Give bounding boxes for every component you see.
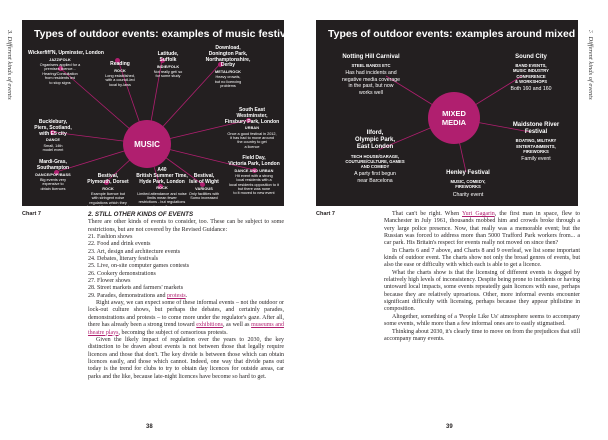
node-mardi-gras (28, 160, 78, 191)
paragraph: Given the likely impact of regulation over the years to 2030, the key distinction to be drawn about events is not between those that legally require licences and those that don't. The key divide is between those which can obtain licences easily, and those which cannot. Indeed, one way that divide pans out today is the trend for clubs to try to obtain day licences for outside areas, car parks and the like, because late-night licences have become so hard to get. (88, 336, 284, 380)
running-head: 3. Different kinds of events (6, 30, 13, 100)
paragraph: In Charts 6 and 7 above, and Charts 8 and 9 overleaf, we list some important kinds of outdoor event. The charts show not only the broad genres of events, but also the ease or difficulty with which each is able to get a licence. (384, 247, 580, 269)
node-genre: VARIOUS (195, 186, 213, 191)
node-genre: URBAN (244, 126, 260, 131)
node-genre: BOATING, MILITARY ENTERTAINMENTS, FIREWORKS (515, 138, 557, 154)
running-head: 3. Different kinds of events (587, 30, 594, 100)
yuri-gagarin-link[interactable]: Yuri Gagarin (462, 211, 495, 217)
node-sound-city (492, 54, 570, 93)
node-text: Only facilities with Somo increased (188, 191, 220, 201)
protests-link[interactable]: protests (166, 292, 186, 299)
list-item: 23. Art, design and architecture events (88, 248, 181, 255)
list-item: 22. Food and drink events (88, 241, 151, 248)
page-number: 38 (146, 424, 153, 430)
list-item: 28. Street markets and farmers' markets (88, 285, 184, 292)
node-a40 (134, 168, 190, 209)
node-title: Ilford, Olympic Park, East London (354, 130, 396, 151)
body-text-right (384, 211, 580, 343)
body-text-left (88, 211, 284, 381)
paragraph: Thinking about 2030, it's clearly time to move on from the prejudices that still accompany many events. (384, 328, 580, 342)
node-title: Bestival, Plymouth, Dorset (87, 173, 129, 185)
node-ilford (328, 130, 422, 184)
node-text: Family event (521, 156, 551, 163)
paragraph (384, 211, 580, 248)
node-text: Hit event with a strong local residents with a local residents opposition to it but there was none to it moved to new event (229, 173, 279, 196)
section-heading: 2. STILL OTHER KINDS OF EVENTS (88, 211, 194, 218)
node-field-day (224, 156, 284, 196)
node-bucklebury (28, 120, 78, 152)
list-item: 24. Debates, literary festivals (88, 256, 159, 263)
node-title: Latitude, Suffolk (157, 51, 179, 63)
node-title: A40 British Summer Time, Hyde Park, London (136, 167, 188, 185)
node-genre: ROCK (114, 68, 126, 73)
museums-theatre-link[interactable]: museums and theatre plays (88, 322, 285, 336)
node-south-east (222, 108, 282, 149)
node-genre: DANCE/POP/BASS (35, 172, 71, 177)
node-text: Heavy crowds, but no licencing problems (214, 75, 242, 89)
node-title: Download, Donington Park, Northamptonshire, Derby (205, 45, 251, 69)
node-wickerfiffn (28, 50, 104, 85)
figure-title: Types of outdoor events: examples of music festivals (34, 28, 301, 40)
list-item: 25. Live, on-site computer games contests (88, 263, 190, 270)
node-text: Long established, with a council-led local by-laws (105, 74, 135, 87)
node-genre: STEEL BANDS ETC (351, 63, 391, 69)
text-run: , as well as (222, 322, 252, 329)
node-genre: ROCK (102, 186, 114, 191)
hub-mixed-media: MIXED MEDIA (428, 92, 480, 144)
node-title: Bucklebury, Piers, Scotland, with E5 city (34, 119, 72, 137)
node-title: Reading (110, 61, 130, 67)
page-number: 39 (446, 424, 453, 430)
node-genre: DANCE AND URBAN (234, 168, 274, 173)
chart-label: Chart 7 (316, 211, 335, 217)
node-title: Field Day, Victoria Park, London (228, 155, 280, 167)
node-genre: JAZZ/FOLK (49, 57, 71, 62)
node-text: Charity event (452, 191, 484, 198)
node-text: Has had incidents and negative media coverage in the past, but now works well (342, 70, 400, 96)
node-bestival-dorset (82, 174, 134, 209)
node-title: Sound City (515, 54, 547, 60)
node-title: Notting Hill Carnival (342, 54, 400, 60)
text-run: , the first man in space, flew to Manchester in July 1961, thousands mobbed him and crowds broke through a very large police presence. Now, that really was a memorable event; but the Russian was forced to address more than 5000 Trafford Park workers from... a car park. His Britain's respect for events really not moved on since then? (384, 211, 580, 247)
node-genre: ROCK (156, 186, 168, 191)
node-reading (94, 62, 146, 87)
node-text: A party first begun near Barcelona (354, 171, 396, 184)
hub-music: MUSIC (123, 120, 171, 168)
node-text: Big events very expensive to obtain licences (40, 177, 66, 191)
exhibitions-link[interactable]: exhibitions (196, 322, 223, 329)
list-item: 26. Cookery demonstrations (88, 270, 156, 277)
node-latitude (144, 52, 192, 79)
node-genre: TECH HOUSE/GARAGE, COUTURE/CULTURE, GAMES AND COMEDY (345, 153, 405, 170)
node-text: Example licence but with stringent noise regulations which they learned they do not meet (86, 191, 129, 209)
node-title: Maidstone River Festival (512, 122, 560, 136)
intro-paragraph: There are other kinds of events to consider, too. These can be subject to some restrictions, but are not covered by the Revised Guidance: (88, 219, 284, 233)
figure-title: Types of outdoor events: examples around mixed media (328, 28, 608, 40)
node-title: Wickerfiff'N, Upminster, London (28, 50, 104, 56)
node-text: Small, 14th model event (42, 143, 64, 152)
chart-label: Chart 7 (22, 211, 41, 217)
text-run: , becoming the subject of censorious protests. (118, 329, 228, 336)
right-page (300, 0, 608, 440)
node-text: Not really get/ so for some study (153, 69, 183, 79)
text-run: That can't be right. When (392, 211, 462, 217)
paragraph: Altogether, something of a 'People Like Us' atmosphere seems to accompany some events, while more than a few informal ones are to easily stigmatised. (384, 313, 580, 328)
paragraph (88, 300, 284, 337)
node-title: South East Westminster, Finsbury Park, London (224, 107, 280, 125)
node-genre: INDIE/FOLK (156, 64, 180, 69)
node-genre: MUSIC, COMEDY, FIREWORKS (450, 179, 486, 190)
node-title: Henley Festival (446, 170, 490, 176)
text-run: Right away, we can expect some of these informal events – not the outdoor or lock-out culture shows, but perhaps the debates, and certainly parades, demonstrations and protests – to come more under the regulator's gaze. After all, there has already been a strong trend toward (88, 300, 284, 329)
paragraph: What the charts show is that the licensing of different events is dogged by relatively high levels of inconsistency. Despite being prone to incidents or having untoward local impacts, some events repeatedly gain licences with ease, perhaps because they are relatively uproarious. Other, more informal events encounter significant difficulty with licensing, perhaps because they appear philistine in composition. (384, 269, 580, 313)
node-title: Bestival, Isle of Wight (189, 173, 219, 185)
node-notting-hill (326, 54, 416, 96)
node-text: Limited attendance and noise limits mean fewer restrictions - but regulations get more fierce (137, 191, 187, 209)
node-henley (428, 170, 508, 198)
node-text: Both 160 and 160 (510, 86, 552, 93)
left-page (0, 0, 300, 440)
list-item-text: 29. Parades, demonstrations and (88, 292, 167, 299)
list-item: 21. Fashion shows (88, 234, 133, 241)
node-genre: DANCE (45, 138, 60, 143)
list-item-last: 29. Parades, demonstrations and protests. (88, 292, 188, 299)
node-text: Organisers applied for a premises licence... Hearing/Consultation from residents led to stop signs (39, 63, 81, 85)
node-genre: METAL/ROCK (214, 70, 242, 74)
node-title: Mardi-Gras, Southampton (36, 159, 70, 171)
node-text: Once a good festival in 2012, it has had to move around the country to get a licence (227, 131, 277, 149)
node-genre: BAND EVENTS, MUSIC INDUSTRY CONFERENCE & WORKSHOPS (513, 63, 549, 84)
node-maidstone (498, 122, 574, 163)
list-item: 27. Flower shows (88, 278, 131, 285)
music-festivals-figure (22, 20, 301, 209)
node-download (200, 46, 256, 88)
